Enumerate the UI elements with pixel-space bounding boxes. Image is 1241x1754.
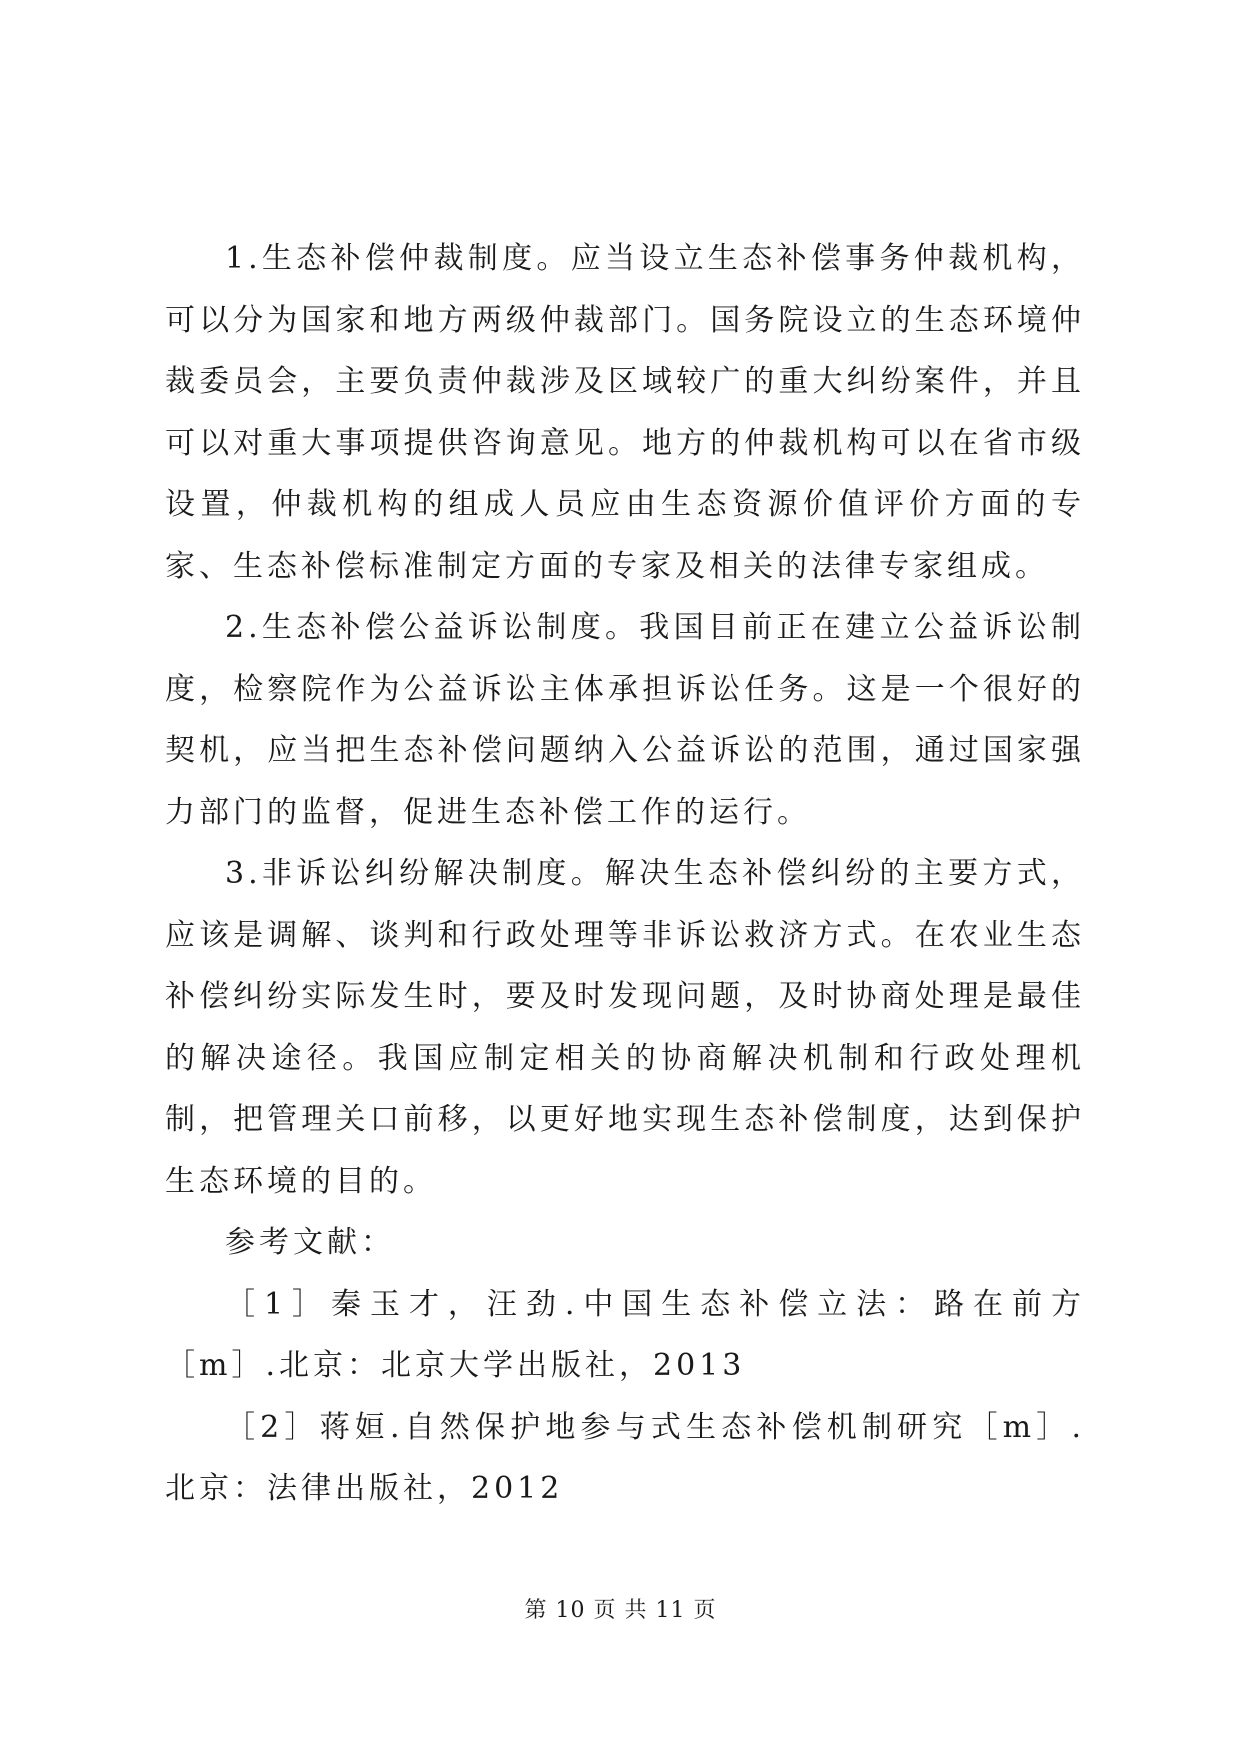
- paragraph-arbitration: 1.生态补偿仲裁制度。应当设立生态补偿事务仲裁机构，可以分为国家和地方两级仲裁部门。国务院设立的生态环境仲裁委员会，主要负责仲裁涉及区域较广的重大纠纷案件，并且可以对重大事项提供咨询意见。地方的仲裁机构可以在省市级设置，仲裁机构的组成人员应由生态资源价值评价方面的专家、生态补偿标准制定方面的专家及相关的法律专家组成。: [165, 241, 1085, 584]
- page-number-footer: 第 10 页 共 11 页: [524, 1598, 717, 1623]
- document-body: [165, 228, 1085, 1520]
- reference-item: ［1］秦玉才，汪劲.中国生态补偿立法：路在前方［m］.北京：北京大学出版社，2013: [165, 1286, 1085, 1383]
- paragraph-public-interest-litigation: 2.生态补偿公益诉讼制度。我国目前正在建立公益诉讼制度，检察院作为公益诉讼主体承担诉讼任务。这是一个很好的契机，应当把生态补偿问题纳入公益诉讼的范围，通过国家强力部门的监督，促进生态补偿工作的运行。: [165, 610, 1085, 830]
- reference-item: ［2］蒋姮.自然保护地参与式生态补偿机制研究［m］.北京：法律出版社，2012: [165, 1409, 1085, 1506]
- references-heading: 参考文献：: [225, 1225, 395, 1260]
- paragraph-non-litigation: 3.非诉讼纠纷解决制度。解决生态补偿纠纷的主要方式，应该是调解、谈判和行政处理等非诉讼救济方式。在农业生态补偿纠纷实际发生时，要及时发现问题，及时协商处理是最佳的解决途径。我国应制定相关的协商解决机制和行政处理机制，把管理关口前移，以更好地实现生态补偿制度，达到保护生态环境的目的。: [165, 856, 1085, 1199]
